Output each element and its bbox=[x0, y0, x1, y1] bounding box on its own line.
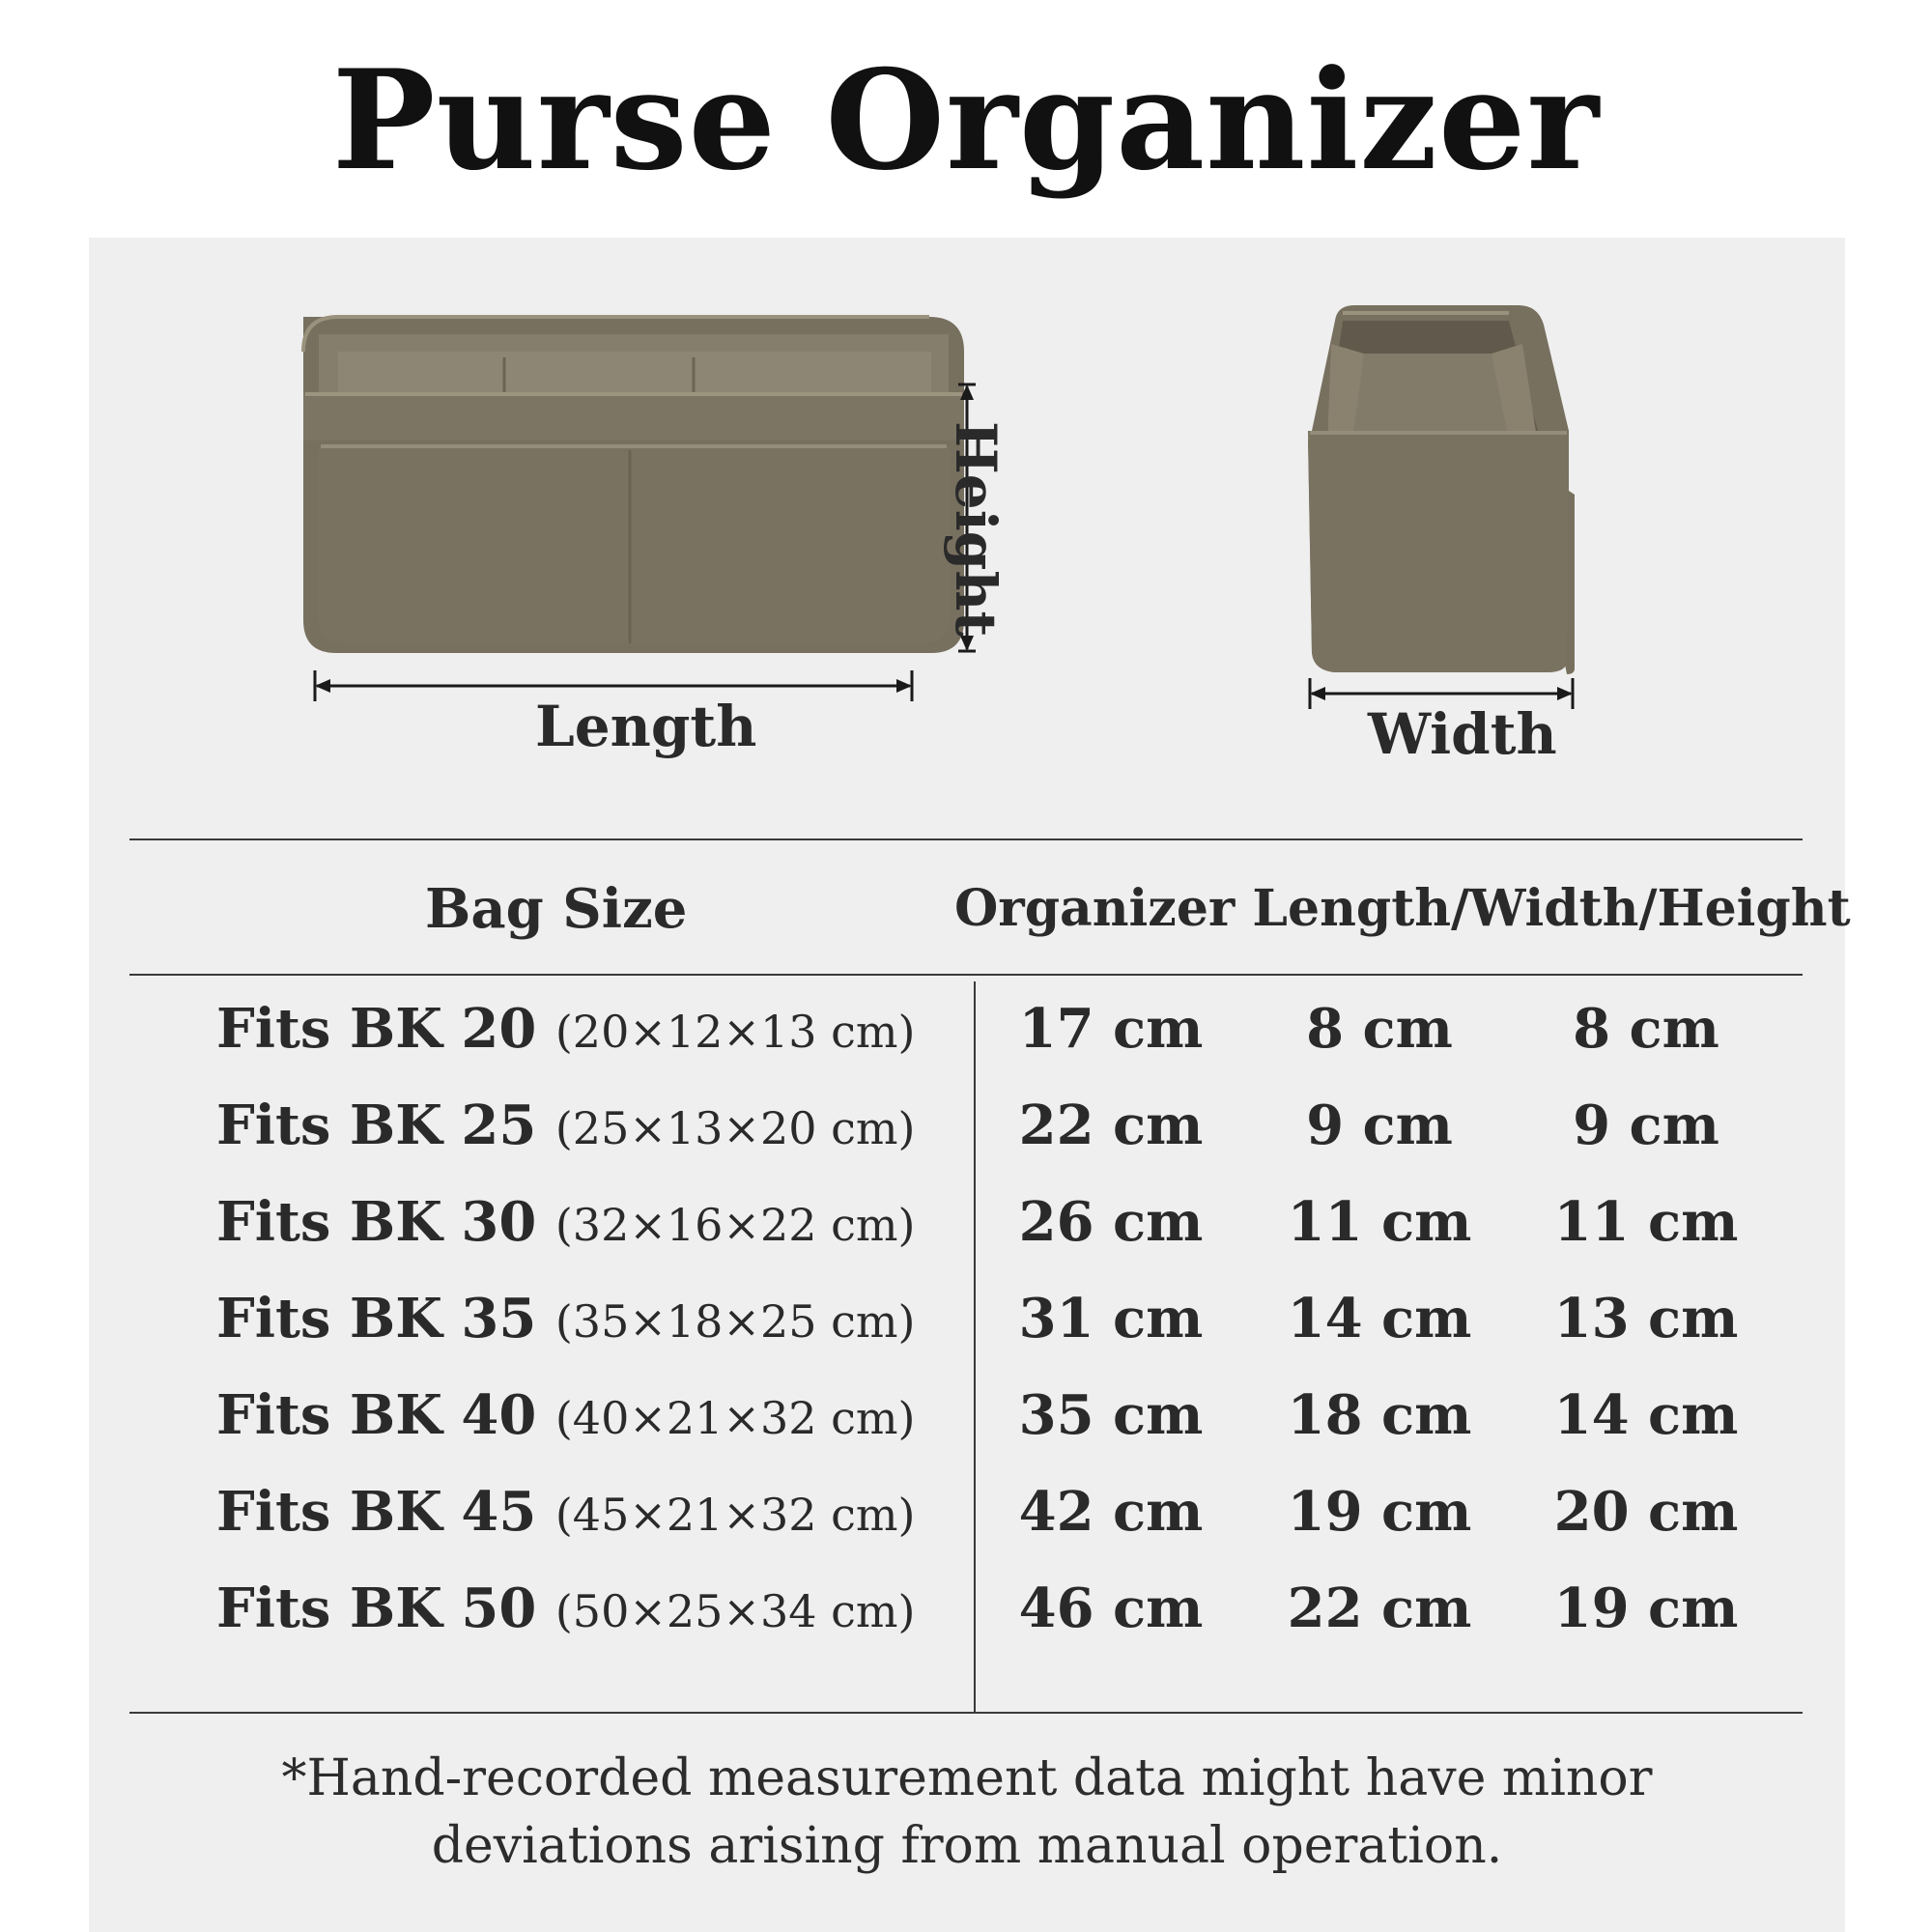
bag-model: Fits BK 45 bbox=[216, 1480, 537, 1544]
table-row bbox=[89, 1190, 1845, 1287]
bag-model: Fits BK 30 bbox=[216, 1190, 537, 1254]
organizer-height-cell: 20 cm bbox=[1553, 1480, 1739, 1544]
organizer-width-cell: 22 cm bbox=[1287, 1577, 1472, 1640]
bag-dimensions: (20×12×13 cm) bbox=[554, 1006, 916, 1058]
header-bag-size: Bag Size bbox=[425, 877, 688, 941]
organizer-height-cell: 11 cm bbox=[1553, 1190, 1739, 1254]
table-row bbox=[89, 1094, 1845, 1190]
page-title: Purse Organizer bbox=[331, 41, 1601, 201]
table-row bbox=[89, 1480, 1845, 1577]
organizer-height-cell: 19 cm bbox=[1553, 1577, 1739, 1640]
organizer-length-cell: 42 cm bbox=[1018, 1480, 1204, 1544]
narrow-organizer-image bbox=[1308, 305, 1575, 674]
organizer-width-cell: 8 cm bbox=[1306, 997, 1453, 1061]
header-divider bbox=[129, 974, 1803, 976]
organizer-height-cell: 8 cm bbox=[1573, 997, 1719, 1061]
organizer-length-cell: 17 cm bbox=[1018, 997, 1204, 1061]
bag-size-cell bbox=[216, 997, 915, 1061]
bag-model: Fits BK 40 bbox=[216, 1383, 537, 1447]
bag-dimensions: (50×25×34 cm) bbox=[554, 1585, 916, 1637]
bag-dimensions: (32×16×22 cm) bbox=[554, 1199, 916, 1251]
table-top-divider bbox=[129, 838, 1803, 840]
bag-size-cell bbox=[216, 1094, 915, 1157]
bag-dimensions: (40×21×32 cm) bbox=[554, 1392, 916, 1444]
bag-model: Fits BK 20 bbox=[216, 997, 537, 1061]
long-organizer-image bbox=[303, 317, 964, 653]
header-organizer-dimensions: Organizer Length/Width/Height bbox=[954, 879, 1851, 938]
organizer-length-cell: 22 cm bbox=[1018, 1094, 1204, 1157]
height-label-text: Height bbox=[943, 421, 1009, 638]
bag-size-cell bbox=[216, 1190, 915, 1254]
organizer-width-cell: 14 cm bbox=[1287, 1287, 1472, 1350]
bag-model: Fits BK 50 bbox=[216, 1577, 537, 1640]
organizer-width-cell: 11 cm bbox=[1287, 1190, 1472, 1254]
table-bottom-divider bbox=[129, 1712, 1803, 1714]
illustration-area bbox=[89, 238, 1845, 837]
table-row bbox=[89, 997, 1845, 1094]
bag-model: Fits BK 25 bbox=[216, 1094, 537, 1157]
organizer-length-cell: 46 cm bbox=[1018, 1577, 1204, 1640]
organizer-width-cell: 18 cm bbox=[1287, 1383, 1472, 1447]
organizer-height-cell: 9 cm bbox=[1573, 1094, 1719, 1157]
note-line-1: *Hand-recorded measurement data might have minor bbox=[281, 1749, 1653, 1807]
bag-size-cell bbox=[216, 1480, 915, 1544]
bag-model: Fits BK 35 bbox=[216, 1287, 537, 1350]
bag-size-cell bbox=[216, 1287, 915, 1350]
note-line-2: deviations arising from manual operation. bbox=[431, 1817, 1503, 1875]
organizer-height-cell: 14 cm bbox=[1553, 1383, 1739, 1447]
size-chart-panel bbox=[89, 238, 1851, 1932]
length-label: Length bbox=[535, 694, 757, 759]
measurement-note bbox=[89, 1745, 1845, 1880]
organizer-length-cell: 35 cm bbox=[1018, 1383, 1204, 1447]
bag-dimensions: (35×18×25 cm) bbox=[554, 1295, 916, 1348]
organizer-width-cell: 19 cm bbox=[1287, 1480, 1472, 1544]
bag-dimensions: (45×21×32 cm) bbox=[554, 1489, 916, 1541]
organizer-length-cell: 26 cm bbox=[1018, 1190, 1204, 1254]
table-row bbox=[89, 1383, 1845, 1480]
organizer-height-cell: 13 cm bbox=[1553, 1287, 1739, 1350]
organizer-length-cell: 31 cm bbox=[1018, 1287, 1204, 1350]
table-row bbox=[89, 1287, 1845, 1383]
table-row bbox=[89, 1577, 1845, 1673]
bag-dimensions: (25×13×20 cm) bbox=[554, 1102, 916, 1154]
organizer-width-cell: 9 cm bbox=[1306, 1094, 1453, 1157]
bag-size-cell bbox=[216, 1383, 915, 1447]
width-label: Width bbox=[1368, 701, 1557, 767]
bag-size-cell bbox=[216, 1577, 915, 1640]
